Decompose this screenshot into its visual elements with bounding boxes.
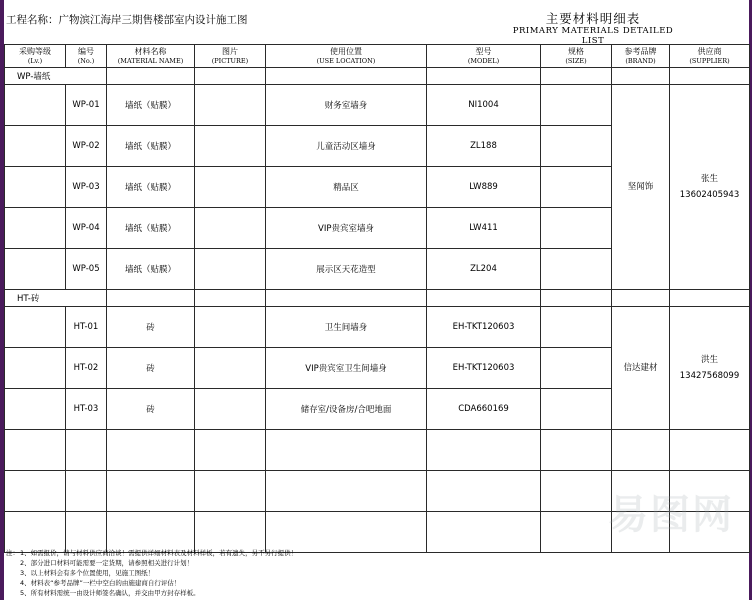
item-picture [195, 126, 266, 167]
item-material: 墙纸（贴膜） [107, 126, 195, 167]
item-material: 砖 [107, 348, 195, 389]
column-header-level: 采购等级 (Lv.) [5, 45, 66, 68]
notes-label: 注： [6, 549, 19, 557]
item-material: 墙纸（贴膜） [107, 85, 195, 126]
table-row [5, 307, 750, 348]
brand-cell: 坚闻饰 [612, 85, 670, 290]
item-model: LW411 [427, 208, 541, 249]
item-material: 墙纸（贴膜） [107, 167, 195, 208]
column-header-material: 材料名称 (MATERIAL NAME) [107, 45, 195, 68]
notes-section [6, 548, 297, 598]
item-location: 精品区 [266, 167, 427, 208]
item-model: EH-TKT120603 [427, 307, 541, 348]
item-number: WP-05 [66, 249, 107, 290]
note-line: 3、以上材料会有多个位置使用，见施工图纸！ [20, 569, 155, 577]
item-location: 储存室/设备房/合吧地面 [266, 389, 427, 430]
item-number: HT-03 [66, 389, 107, 430]
item-picture [195, 167, 266, 208]
materials-table [4, 44, 750, 553]
item-number: HT-02 [66, 348, 107, 389]
item-size [541, 249, 612, 290]
item-location: 儿童活动区墙身 [266, 126, 427, 167]
item-picture [195, 85, 266, 126]
item-picture [195, 307, 266, 348]
table-row [5, 85, 750, 126]
item-picture [195, 249, 266, 290]
item-location: 财务室墙身 [266, 85, 427, 126]
column-header-location: 使用位置 (USE LOCATION) [266, 45, 427, 68]
supplier-name: 洪生 [700, 355, 718, 365]
item-size [541, 307, 612, 348]
group-label: WP-墙纸 [5, 68, 107, 85]
item-material: 墙纸（贴膜） [107, 208, 195, 249]
item-size [541, 389, 612, 430]
item-number: HT-01 [66, 307, 107, 348]
item-material: 砖 [107, 389, 195, 430]
item-size [541, 85, 612, 126]
column-header-size: 规格 (SIZE) [541, 45, 612, 68]
item-model: NI1004 [427, 85, 541, 126]
supplier-phone: 13427568099 [679, 371, 740, 381]
supplier-name: 张生 [700, 174, 718, 184]
note-line: 5、所有材料需统一由设计师签名确认，并交由甲方封存样板。 [20, 589, 200, 597]
item-model: ZL188 [427, 126, 541, 167]
supplier-cell [670, 85, 750, 290]
project-name: 工程名称：广物滨江海岸三期售楼部室内设计施工图 [6, 14, 248, 26]
item-location: VIP贵宾室卫生间墙身 [266, 348, 427, 389]
column-header-brand: 参考品牌 (BRAND) [612, 45, 670, 68]
empty-row [5, 430, 750, 471]
group-row-tile [5, 290, 750, 307]
document-subtitle: PRIMARY MATERIALS DETAILED LIST [512, 26, 674, 46]
item-number: WP-02 [66, 126, 107, 167]
item-location: VIP贵宾室墙身 [266, 208, 427, 249]
brand-cell: 信达建材 [612, 307, 670, 430]
column-header-picture: 图片 (PICTURE) [195, 45, 266, 68]
document-title: 主要材料明细表 [545, 11, 641, 26]
table-header-row [5, 45, 750, 68]
item-size [541, 208, 612, 249]
column-header-number: 编号 (No.) [66, 45, 107, 68]
item-size [541, 348, 612, 389]
group-row-wallpaper [5, 68, 750, 85]
item-model: ZL204 [427, 249, 541, 290]
item-material: 墙纸（贴膜） [107, 249, 195, 290]
supplier-cell [670, 307, 750, 430]
item-model: CDA660169 [427, 389, 541, 430]
item-material: 砖 [107, 307, 195, 348]
column-header-supplier: 供应商 (SUPPLIER) [670, 45, 750, 68]
item-size [541, 126, 612, 167]
watermark: 易图网 [608, 492, 734, 538]
supplier-phone: 13602405943 [679, 190, 740, 200]
item-size [541, 167, 612, 208]
item-number: WP-04 [66, 208, 107, 249]
item-model: EH-TKT120603 [427, 348, 541, 389]
note-line: 1、如需报价，请与材料供应商洽谈！需提供详细材料表及材料样板，若有遗失，另不另行提供！ [20, 549, 298, 557]
group-label: HT-砖 [5, 290, 107, 307]
item-location: 卫生间墙身 [266, 307, 427, 348]
column-header-model: 型号 (MODEL) [427, 45, 541, 68]
item-picture [195, 208, 266, 249]
item-picture [195, 348, 266, 389]
note-line: 4、材料表“参考品牌”一栏中空白的由施建商自行评估！ [20, 579, 181, 587]
item-number: WP-03 [66, 167, 107, 208]
item-location: 展示区天花造型 [266, 249, 427, 290]
note-line: 2、部分进口材料可能需要一定货期，请参照相关进行计划！ [20, 559, 194, 567]
item-number: WP-01 [66, 85, 107, 126]
item-model: LW889 [427, 167, 541, 208]
item-picture [195, 389, 266, 430]
